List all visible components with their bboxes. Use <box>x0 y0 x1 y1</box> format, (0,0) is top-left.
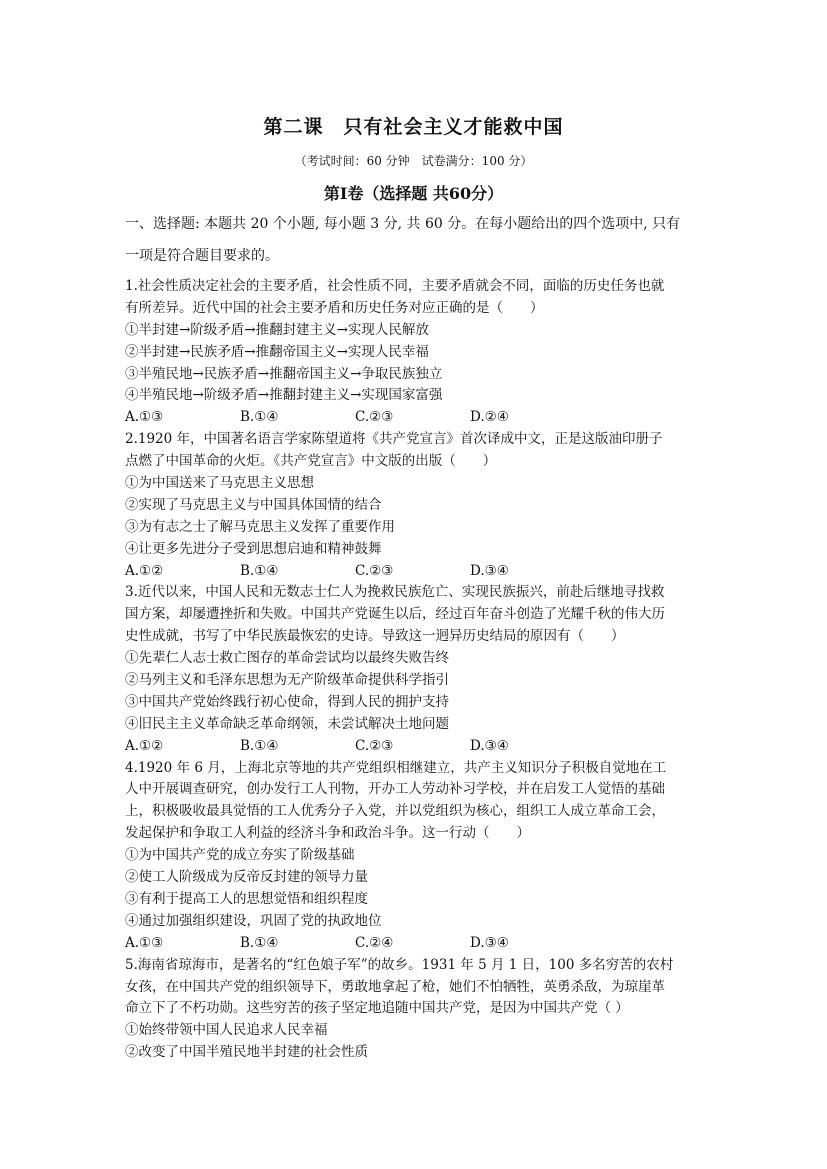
question-item: ②马列主义和毛泽东思想为无产阶级革命提供科学指引 <box>125 672 449 689</box>
option-a: A.①② <box>125 562 164 579</box>
question-item: ①半封建→阶级矛盾→推翻封建主义→实现人民解放 <box>125 321 429 338</box>
question-stem-line: 3.近代以来，中国人民和无数志士仁人为挽救民族危亡、实现民族振兴，前赴后继地寻找救 <box>125 584 665 601</box>
question-item: ④半殖民地→阶级矛盾→推翻封建主义→实现国家富强 <box>125 387 443 404</box>
option-a: A.①② <box>125 737 164 754</box>
question-item: ③半殖民地→民族矛盾→推翻帝国主义→争取民族独立 <box>125 365 443 382</box>
question-item: ①先辈仁人志士救亡图存的革命尝试均以最终失败告终 <box>125 650 449 667</box>
question-item: ④让更多先进分子受到思想启迪和精神鼓舞 <box>125 540 382 557</box>
option-c: C.②③ <box>355 562 394 579</box>
question-stem-line: 5.海南省琼海市，是著名的“红色娘子军”的故乡。1931 年 5 月 1 日，100 多名穷苦的农村 <box>125 956 674 973</box>
question-1 <box>125 276 715 429</box>
question-item: ②使工人阶级成为反帝反封建的领导力量 <box>125 869 368 886</box>
answer-options <box>125 736 715 758</box>
exam-info: （考试时间：60 分钟 试卷满分：100 分） <box>294 154 533 168</box>
question-stem-line: 国方案，却屡遭挫折和失败。中国共产党诞生以后，经过百年奋斗创造了光耀千秋的伟大历 <box>125 606 665 623</box>
question-stem-line: 1.社会性质决定社会的主要矛盾，社会性质不同，主要矛盾就会不同，面临的历史任务也就 <box>125 278 665 294</box>
question-item: ②实现了马克思主义与中国具体国情的结合 <box>125 496 382 513</box>
option-d: D.②④ <box>470 409 509 426</box>
question-stem-line: 史性成就，书写了中华民族最恢宏的史诗。导致这一迥异历史结局的原因有（ ） <box>125 628 625 645</box>
option-b: B.①④ <box>240 737 279 754</box>
question-item: ②半封建→民族矛盾→推翻帝国主义→实现人民幸福 <box>125 343 429 360</box>
question-stem-line: 发起保护和争取工人利益的经济斗争和政治斗争。这一行动（ ） <box>125 825 530 842</box>
section-instruction-line-1: 一、选择题: 本题共 20 个小题, 每小题 3 分, 共 60 分。在每小题给出的四个选项中, 只有 <box>125 216 681 232</box>
answer-options <box>125 933 715 955</box>
option-a: A.①③ <box>125 409 164 426</box>
question-stem-line: 有所差异。近代中国的社会主要矛盾和历史任务对应正确的是（ ） <box>125 299 544 316</box>
option-b: B.①④ <box>240 934 279 951</box>
question-4 <box>125 758 715 955</box>
question-stem-line: 2.1920 年，中国著名语言学家陈望道将《共产党宣言》首次译成中文，正是这版油印册子 <box>125 431 663 448</box>
question-2 <box>125 429 715 582</box>
question-stem-line: 4.1920 年 6 月，上海北京等地的共产党组织相继建立，共产主义知识分子积极自觉地在工 <box>125 759 667 776</box>
question-stem-line: 点燃了中国革命的火炬。《共产党宣言》中文版的出版（ ） <box>125 453 497 470</box>
answer-options <box>125 407 715 429</box>
question-item: ③有利于提高工人的思想觉悟和组织程度 <box>125 890 368 907</box>
option-d: D.③④ <box>470 934 509 951</box>
option-c: C.②③ <box>355 737 394 754</box>
paper-part-heading: 第Ⅰ卷（选择题 共60分） <box>323 184 504 203</box>
question-5 <box>125 955 715 1064</box>
lesson-title: 第二课 只有社会主义才能救中国 <box>263 116 564 138</box>
option-c: C.②③ <box>355 409 394 426</box>
question-item: ④通过加强组织建设，巩固了党的执政地位 <box>125 912 382 929</box>
question-item: ①为中国送来了马克思主义思想 <box>125 475 314 492</box>
question-item: ①为中国共产党的成立夯实了阶级基础 <box>125 847 355 864</box>
option-d: D.③④ <box>470 562 509 579</box>
question-stem-line: 人中开展调查研究，创办发行工人刊物，开办工人劳动补习学校，并在启发工人觉悟的基础 <box>125 781 665 798</box>
question-item: ①始终带领中国人民追求人民幸福 <box>125 1022 328 1039</box>
option-c: C.②④ <box>355 934 394 951</box>
question-item: ②改变了中国半殖民地半封建的社会性质 <box>125 1044 368 1061</box>
question-item: ③为有志之士了解马克思主义发挥了重要作用 <box>125 518 395 535</box>
option-b: B.①④ <box>240 409 279 426</box>
question-item: ③中国共产党始终践行初心使命，得到人民的拥护支持 <box>125 693 449 710</box>
question-stem-line: 女孩，在中国共产党的组织领导下，勇敢地拿起了枪，她们不怕牺牲，英勇杀敌，为琼崖革 <box>125 978 665 995</box>
question-stem-line: 命立下了不朽功勋。这些穷苦的孩子坚定地追随中国共产党，是因为中国共产党（ ） <box>125 1000 629 1017</box>
question-3 <box>125 582 715 757</box>
question-stem-line: 上，积极吸收最具觉悟的工人优秀分子入党，并以党组织为核心，组织工人成立革命工会， <box>125 803 665 820</box>
question-list <box>125 276 715 1064</box>
question-item: ④旧民主主义革命缺乏革命纲领，未尝试解决土地问题 <box>125 715 449 732</box>
section-instruction-line-2: 一项是符合题目要求的。 <box>125 248 279 264</box>
option-b: B.①④ <box>240 562 279 579</box>
answer-options <box>125 561 715 583</box>
option-d: D.③④ <box>470 737 509 754</box>
option-a: A.①③ <box>125 934 164 951</box>
